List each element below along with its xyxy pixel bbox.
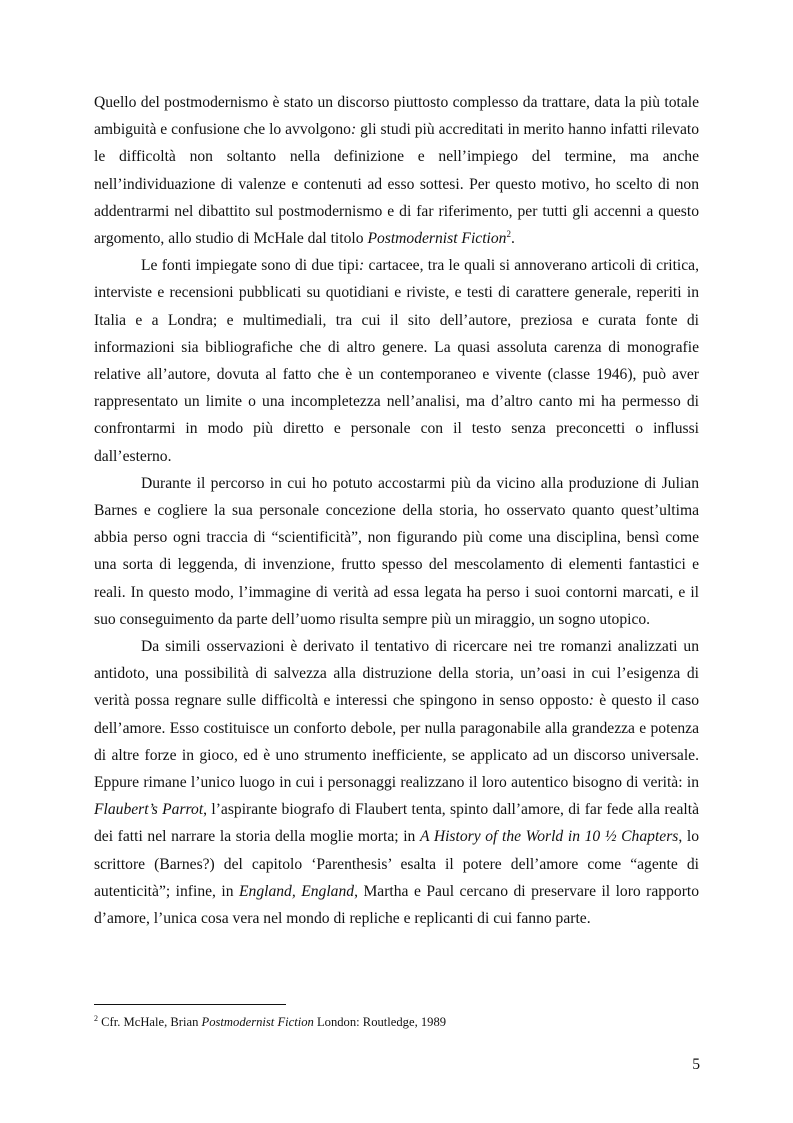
text-run: , l’aspirante biografo di Flaubert tenta, spinto dall’amore, di far fede alla realtà dei fatti nel narrare la storia della moglie morta; in: [94, 801, 699, 846]
text-run: London: Routledge, 1989: [313, 1015, 447, 1029]
text-run: , lo scrittore (Barnes?) del capitolo ‘Parenthesis’ esalta il potere dell’amore come “agente di autenticità”; infine, in: [94, 828, 699, 900]
paragraph: [94, 470, 699, 633]
italic-text: England, England: [239, 882, 355, 900]
footnote-reference: 2: [506, 229, 511, 240]
italic-text: Flaubert’s Parrot: [94, 801, 204, 819]
page-number: 5: [692, 1056, 700, 1073]
italic-text: :: [588, 692, 594, 710]
paragraph: [94, 89, 699, 252]
italic-text: Postmodernist Fiction: [201, 1015, 314, 1029]
text-run: Quello del postmodernismo è stato un discorso piuttosto complesso da trattare, data la più totale ambiguità e confusione che lo avvolgono: [94, 94, 699, 139]
text-run: Le fonti impiegate sono di due tipi: [141, 257, 360, 275]
italic-text: A History of the World in 10 ½ Chapters: [419, 828, 679, 846]
text-run: Da simili osservazioni è derivato il tentativo di ricercare nei tre romanzi analizzati un antidoto, una possibilità di salvezza alla distruzione della storia, un’oasi in cui l’esigenza di verità possa regnare sulle difficoltà e interessi che spingono in senso opposto: [94, 638, 699, 710]
footnote-text: [98, 1015, 446, 1029]
text-run: gli studi più accreditati in merito hanno infatti rilevato le difficoltà non soltanto nella definizione e nell’impiego del termine, ma anche nell’individuazione di valenze e contenuti ad esso sottesi. Per questo motivo, ho scelto di non addentrarmi nel dibattito sul postmodernismo e di far riferimento, per tutti gli accenni a questo argomento, allo studio di McHale dal titolo: [94, 121, 700, 248]
italic-text: :: [359, 257, 365, 275]
paragraph: [94, 252, 699, 470]
italic-text: :: [350, 121, 357, 139]
footnote-separator: [94, 1004, 286, 1005]
body-text: [94, 89, 699, 932]
footnote: [94, 1014, 699, 1030]
italic-text: Postmodernist Fiction: [367, 230, 507, 248]
text-run: , Martha e Paul cercano di preservare il loro rapporto d’amore, l’unica cosa vera nel mondo di repliche e replicanti di cui fanno parte.: [94, 882, 700, 928]
text-run: Durante il percorso in cui ho potuto accostarmi più da vicino alla produzione di Julian Barnes e cogliere la sua personale concezione della storia, ho osservato quanto quest’ultima abbia perso ogni traccia di “scientificità”, non figurando più come una disciplina, bensì come una sorta di leggenda, di invenzione, frutto spesso del mescolamento di elementi fantastici e reali. In questo modo, l’immagine di verità ad essa legata ha perso i suoi contorni marcati, e il suo conseguimento da parte dell’uomo risulta sempre più un miraggio, un sogno utopico.: [94, 474, 699, 628]
paragraph: [94, 633, 699, 932]
text-run: Cfr. McHale, Brian: [98, 1015, 202, 1029]
text-run: cartacee, tra le quali si annoverano articoli di critica, interviste e recensioni pubblicati su quotidiani e riviste, e testi di carattere generale, reperiti in Italia e a Londra; e multimediali, tra cui il sito dell’autore, preziosa e curata fonte di informazioni sia bibliografiche che di altro genere. La quasi assoluta carenza di monografie relative all’autore, dovuta al fatto che è un contemporaneo e vivente (classe 1946), può aver rappresentato un limite o una incompletezza nell’analisi, ma d’altro canto mi ha permesso di confrontarmi in modo più diretto e personale con il testo senza preconcetti o influssi dall’esterno.: [94, 257, 700, 465]
text-run: .: [510, 230, 515, 248]
text-run: è questo il caso dell’amore. Esso costituisce un conforto debole, per nulla paragonabile alla grandezza e potenza di altre forze in gioco, ed è uno strumento inefficiente, se applicato ad un discorso universale. Eppure rimane l’unico luogo in cui i personaggi realizzano il loro autentico bisogno di verità: in: [94, 692, 699, 792]
footnote-marker: 2: [94, 1014, 98, 1023]
